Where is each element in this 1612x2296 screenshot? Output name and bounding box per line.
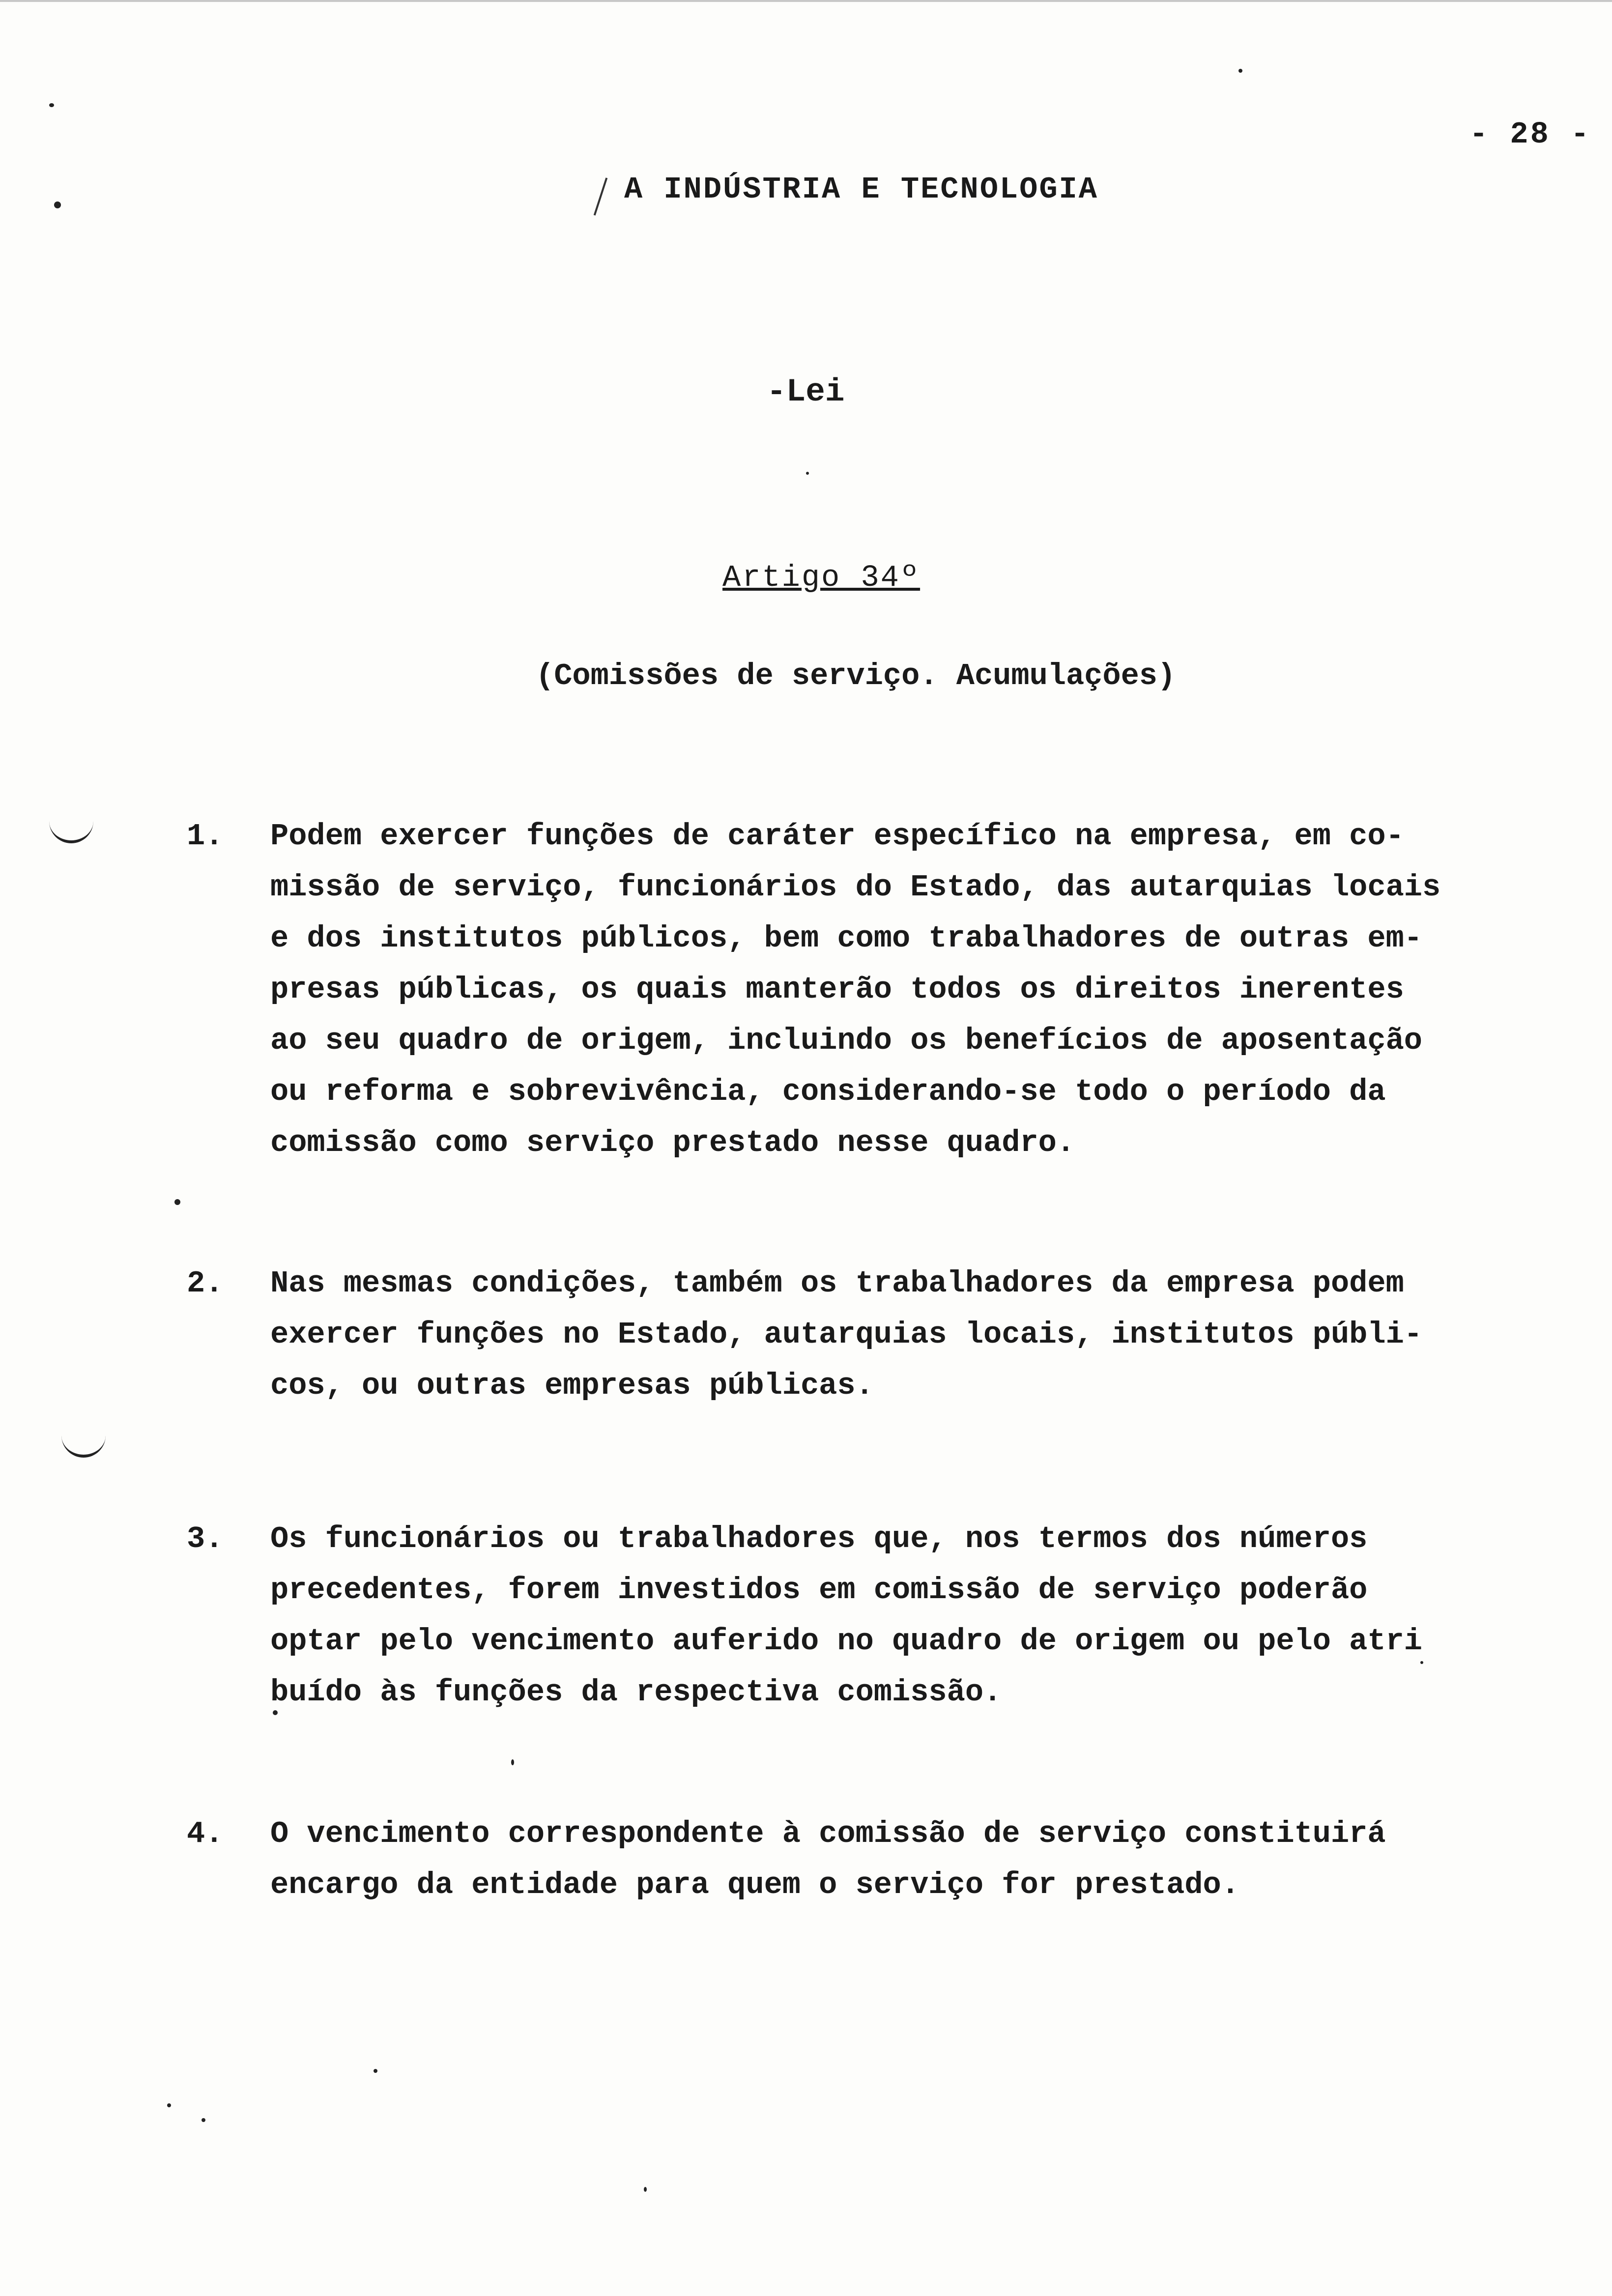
item-text: Os funcionários ou trabalhadores que, nos termos dos números precedentes, forem investidos em comissão de serviço poderão optar pelo vencimento auferido no quadro de origem ou pelo atri buído às funções da respectiva comissão. bbox=[270, 1521, 1422, 1710]
scan-speck bbox=[174, 1199, 180, 1205]
scan-speck bbox=[511, 1759, 514, 1765]
scan-speck bbox=[167, 2103, 171, 2107]
scan-speck bbox=[49, 103, 54, 107]
article-subtitle: (Comissões de serviço. Acumulações) bbox=[536, 659, 1176, 693]
margin-binding-mark bbox=[61, 1435, 106, 1458]
margin-binding-mark bbox=[49, 821, 93, 843]
scan-speck bbox=[806, 472, 809, 475]
scan-speck bbox=[1420, 1661, 1423, 1664]
item-text: Podem exercer funções de caráter específico na empresa, em co- missão de serviço, funcionários do Estado, das autarquias locais e dos institutos públicos, bem como trabalhadores de outras em- presas públicas, os quais manterão todos os direitos inerentes ao seu quadro de origem, incluindo os benefícios de aposentação ou reforma e sobrevivência, considerando-se todo o período da comissão como serviço prestado nesse quadro. bbox=[270, 819, 1441, 1160]
scan-speck bbox=[54, 201, 61, 208]
item-number: 3. bbox=[187, 1521, 224, 1556]
item-number: 4. bbox=[187, 1816, 224, 1851]
item-number: 2. bbox=[187, 1266, 224, 1301]
scan-edge-line bbox=[0, 0, 1612, 2]
item-text: O vencimento correspondente à comissão de serviço constituirá encargo da entidade para quem o serviço for prestado. bbox=[270, 1816, 1386, 1902]
scan-speck bbox=[644, 2187, 647, 2192]
scan-speck bbox=[1238, 69, 1242, 73]
article-title: Artigo 34º bbox=[722, 560, 921, 595]
section-header: A INDÚSTRIA E TECNOLOGIA bbox=[624, 172, 1098, 207]
law-title: -Lei bbox=[767, 373, 845, 410]
item-number: 1. bbox=[187, 819, 224, 854]
scan-speck bbox=[202, 2118, 205, 2122]
item-text: Nas mesmas condições, também os trabalhadores da empresa podem exercer funções no Estado, autarquias locais, institutos públi- cos, ou outras empresas públicas. bbox=[270, 1266, 1422, 1403]
pen-mark bbox=[594, 177, 608, 215]
scan-speck bbox=[374, 2069, 377, 2073]
scan-speck bbox=[273, 1710, 278, 1715]
page-number: - 28 - bbox=[1469, 117, 1591, 152]
